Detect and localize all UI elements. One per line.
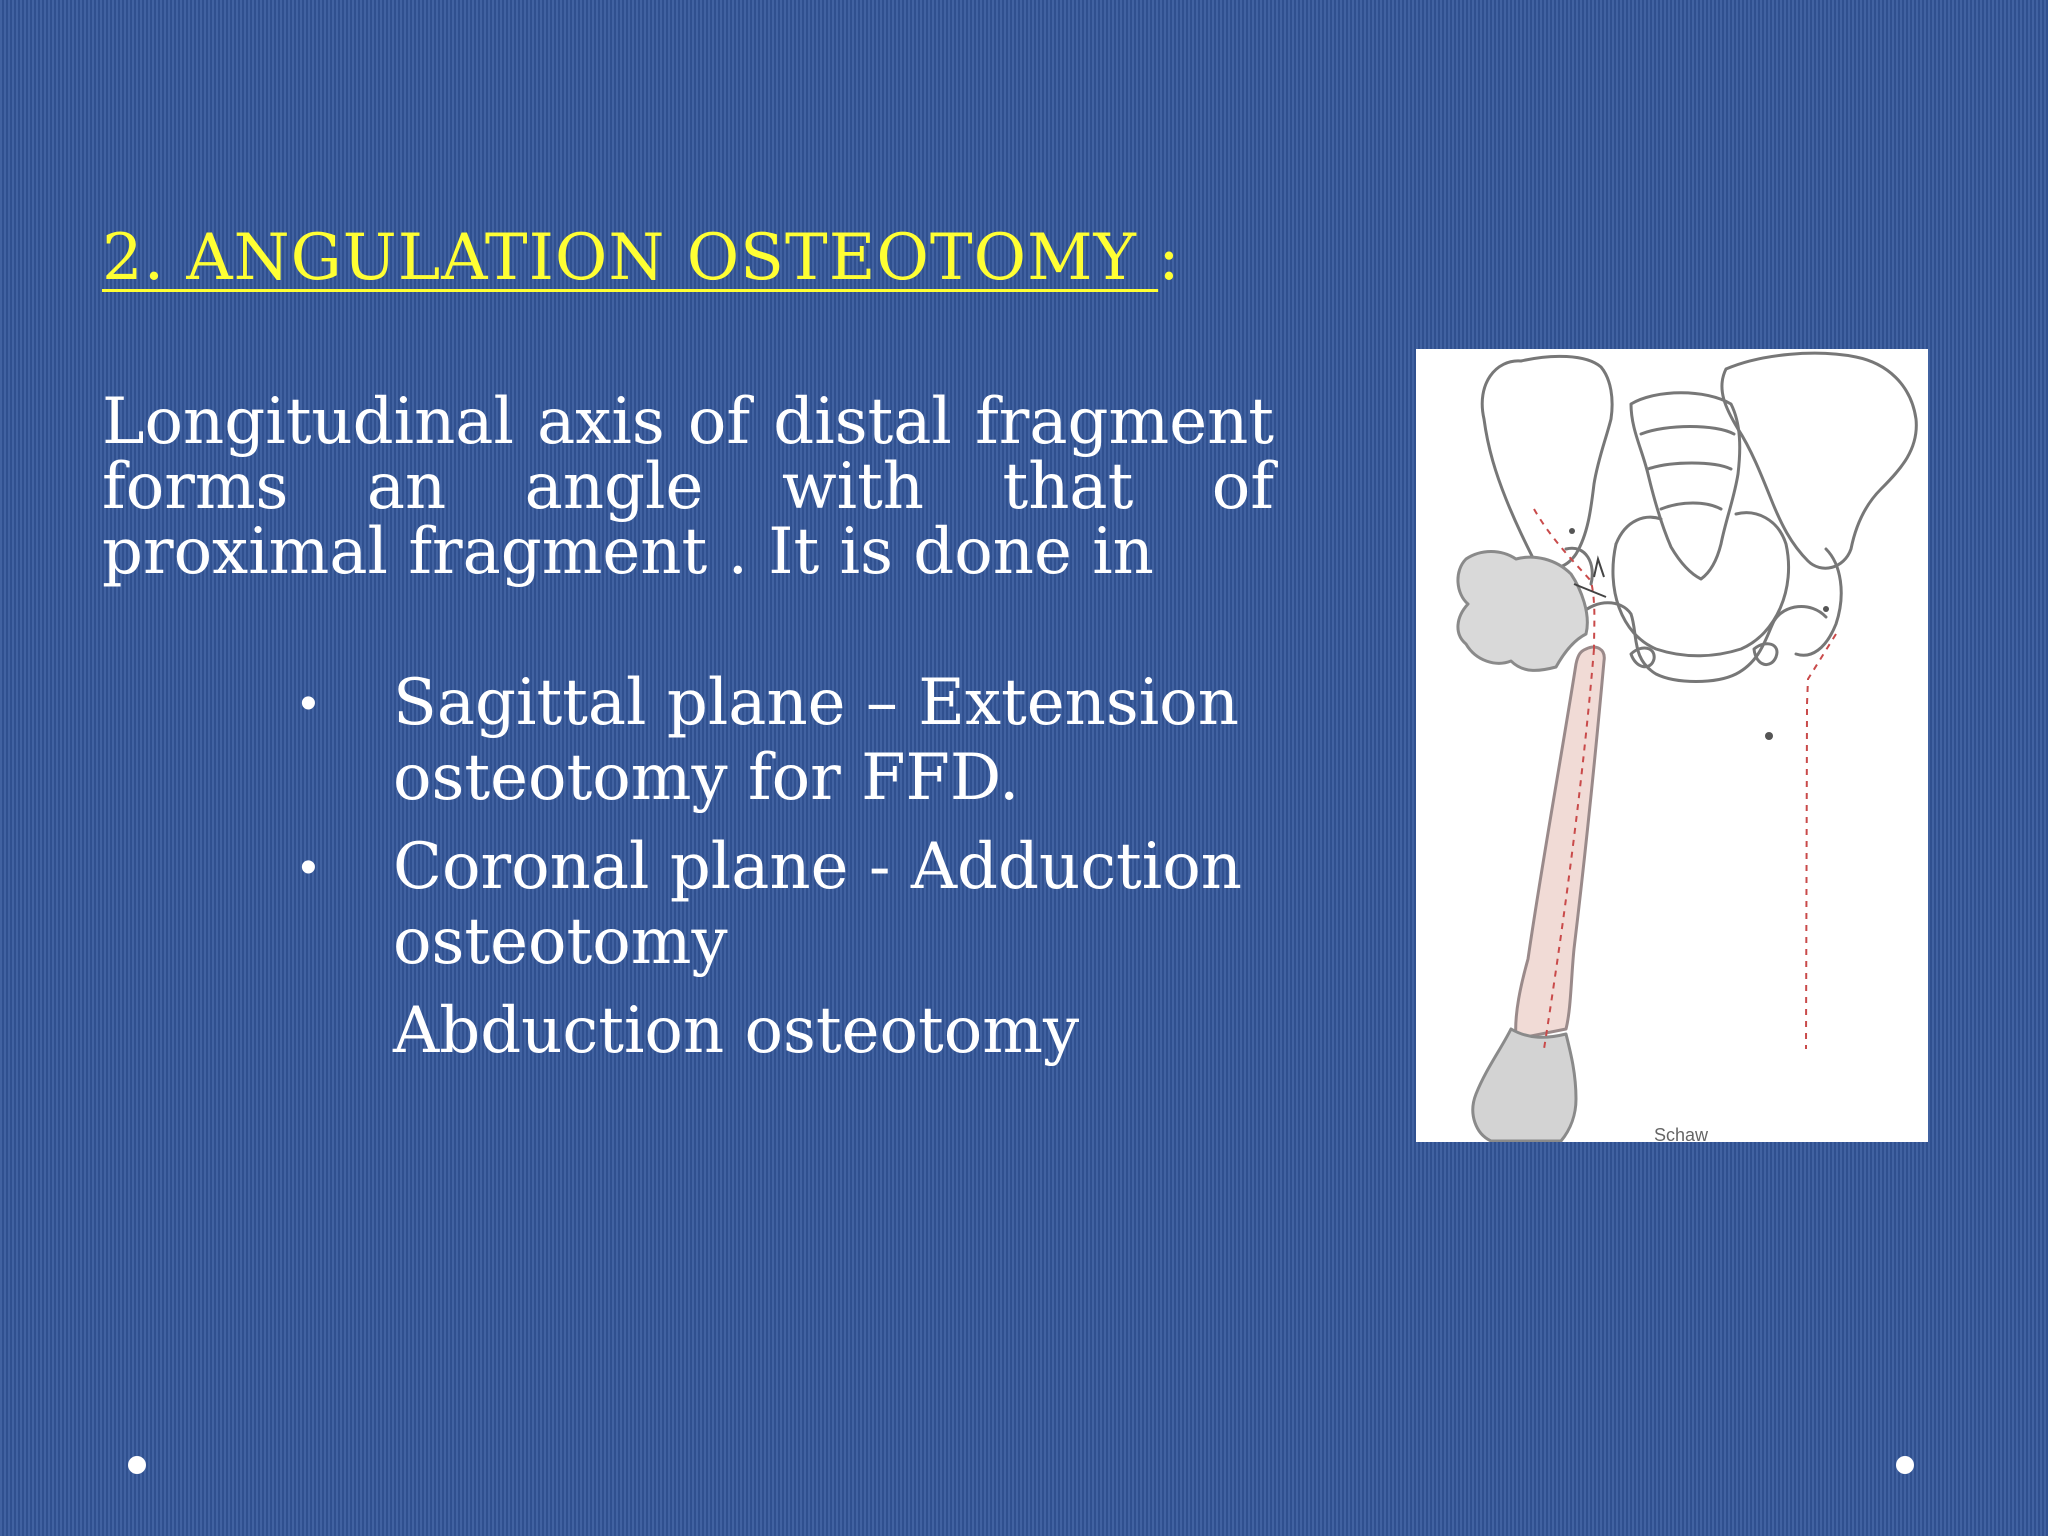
title-text: 2. ANGULATION OSTEOTOMY — [102, 221, 1159, 295]
slide-title — [102, 218, 1181, 298]
bullet-item — [300, 666, 1274, 816]
bullet-icon: • — [300, 677, 317, 730]
body-paragraph: Longitudinal axis of distal fragment forms an angle with that of proximal fragment . It is done in — [102, 385, 1274, 589]
bullet-icon: • — [300, 841, 317, 894]
title-colon: : — [1158, 221, 1181, 295]
bottom-left-dot — [128, 1456, 146, 1474]
sub-item: Abduction osteotomy — [393, 994, 1080, 1068]
pelvis-femur-illustration — [1416, 349, 1928, 1142]
bottom-right-dot — [1896, 1456, 1914, 1474]
bullet-item — [300, 830, 1274, 980]
bullet-text: Sagittal plane – Extension osteotomy for FFD. — [393, 666, 1239, 815]
bullet-text: Coronal plane - Adduction osteotomy — [393, 830, 1242, 979]
pelvis-femur-figure — [1416, 349, 1928, 1142]
bullet-list — [300, 666, 1274, 1069]
figure-caption: Schaw — [1654, 1125, 1709, 1142]
